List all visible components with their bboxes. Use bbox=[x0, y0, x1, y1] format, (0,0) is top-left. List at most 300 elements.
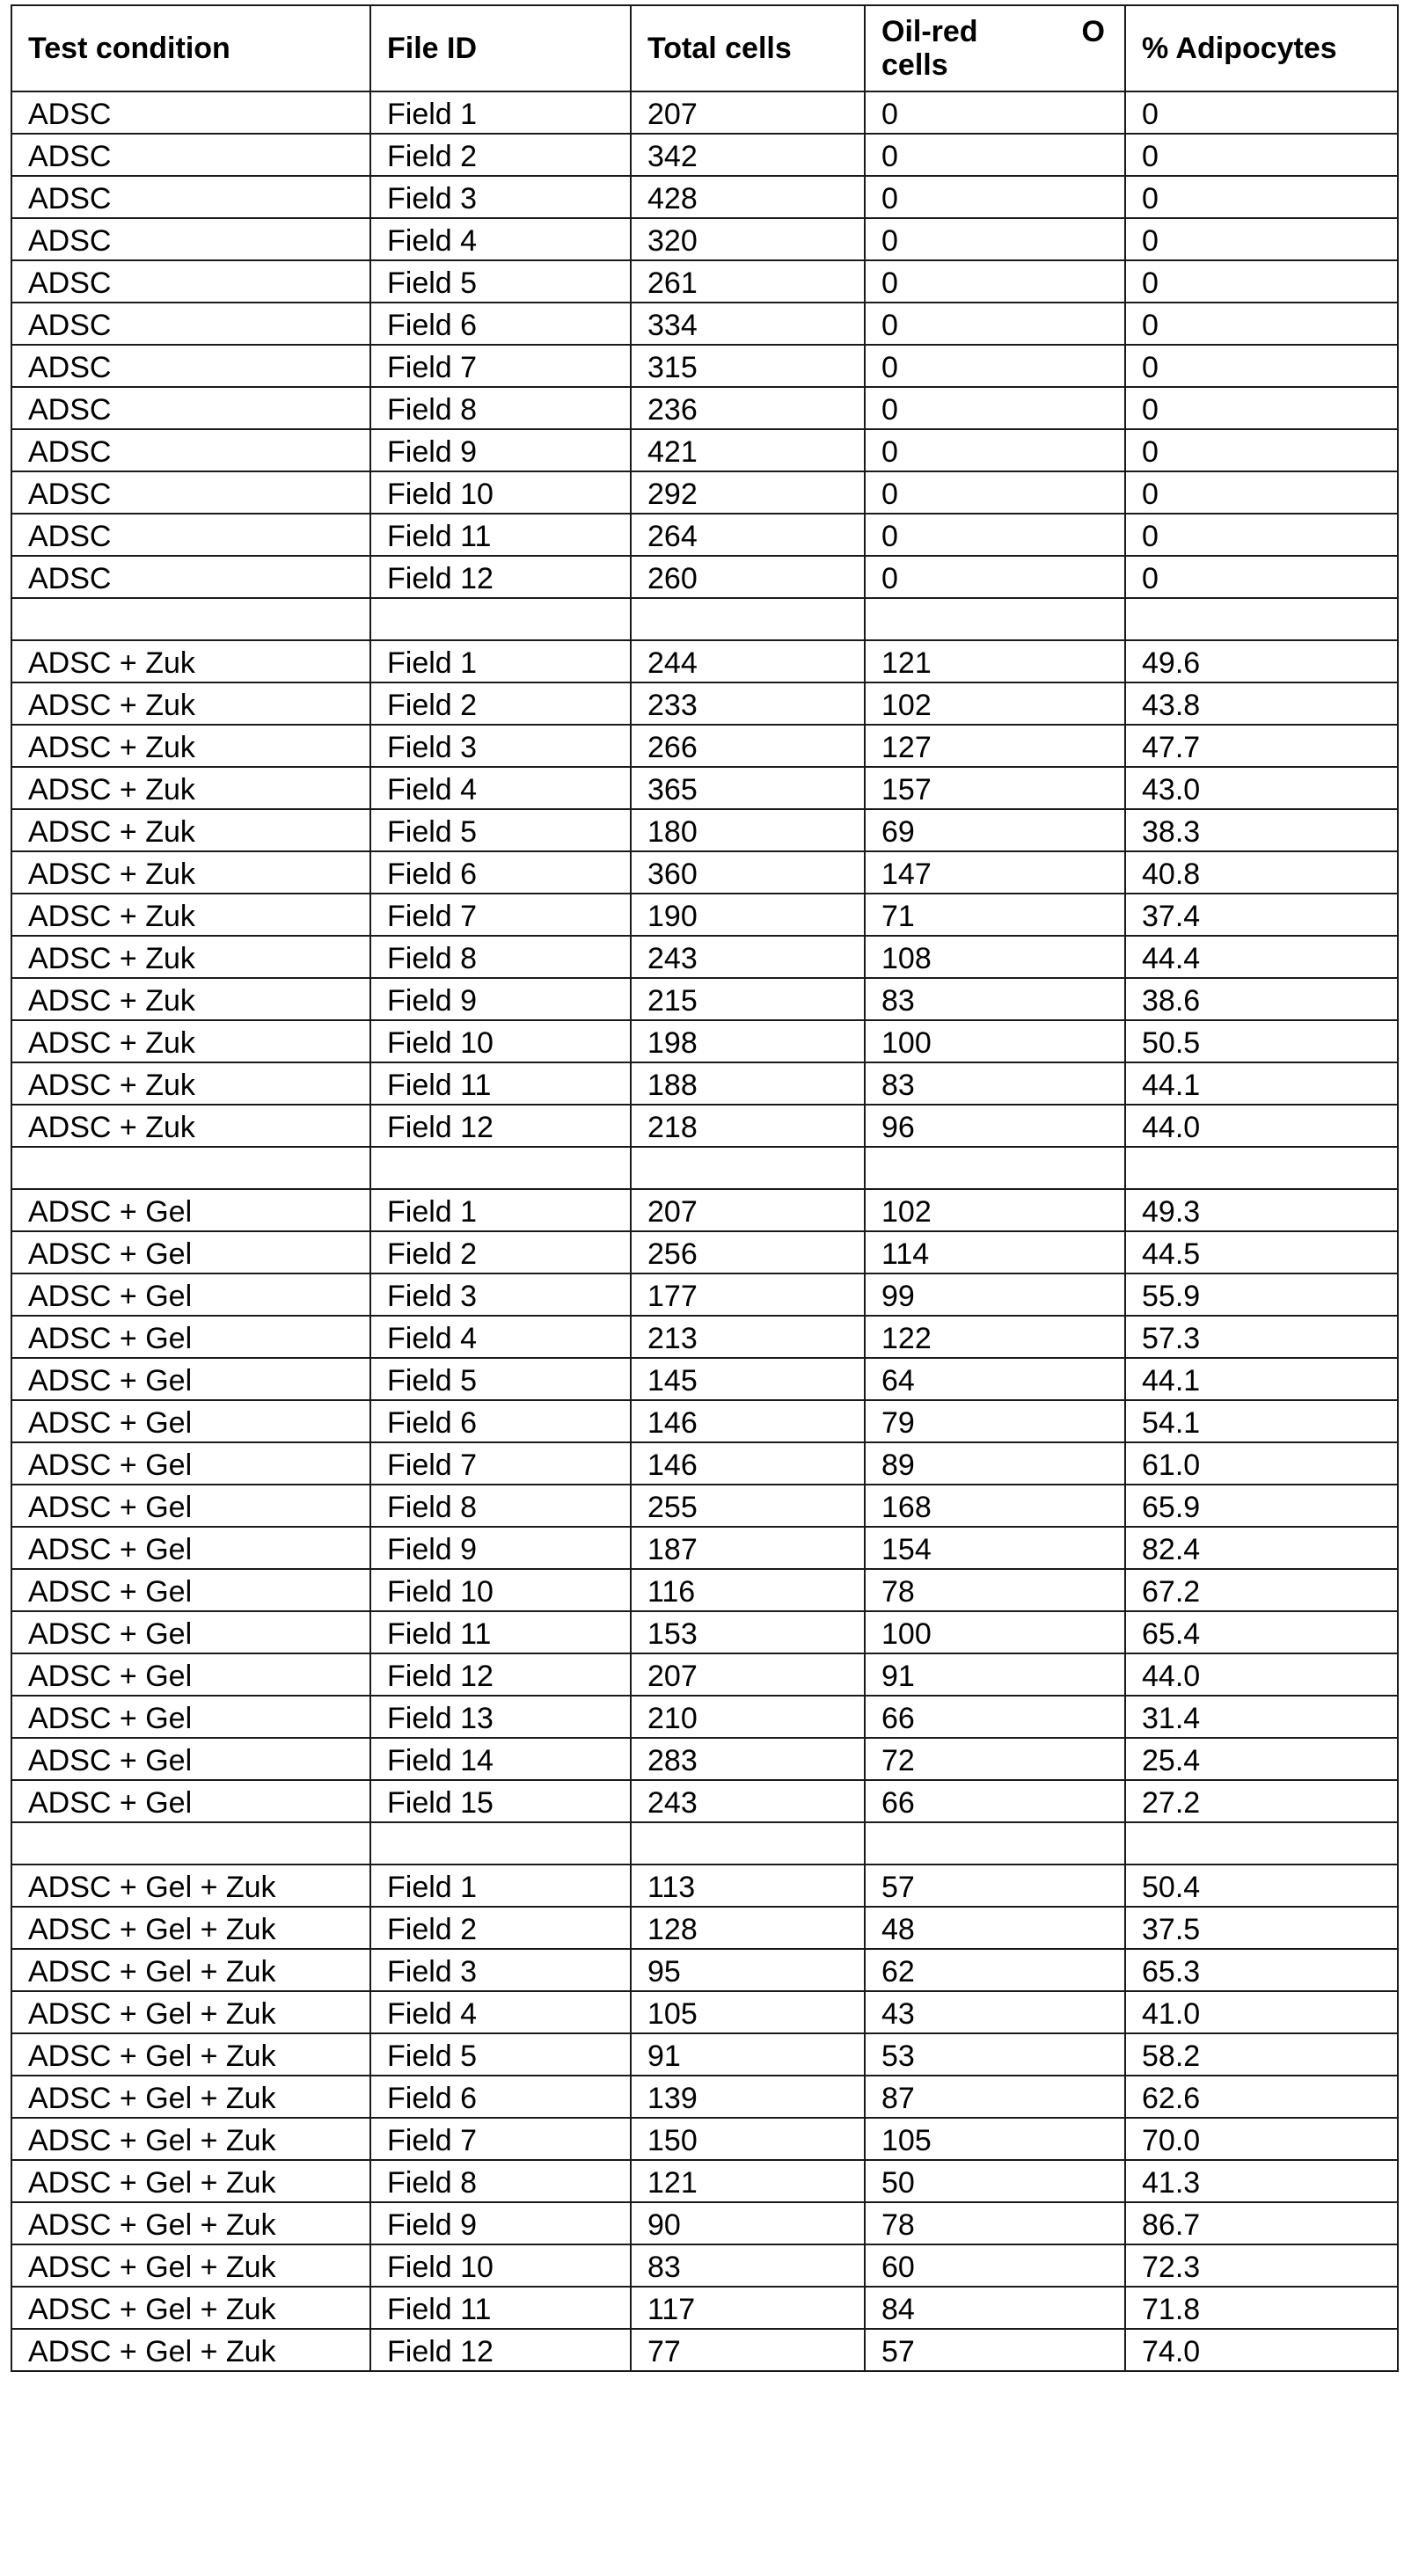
cell-file-id: Field 3 bbox=[370, 725, 631, 767]
cell-total-cells: 207 bbox=[631, 91, 865, 134]
cell-test-condition: ADSC + Gel bbox=[11, 1696, 370, 1738]
cell-oil-red-o-cells: 121 bbox=[865, 640, 1125, 682]
cell-test-condition: ADSC + Gel + Zuk bbox=[11, 2244, 370, 2287]
cell-total-cells: 188 bbox=[631, 1062, 865, 1105]
cell-test-condition: ADSC bbox=[11, 134, 370, 176]
cell-total-cells: 260 bbox=[631, 556, 865, 598]
cell-total-cells: 207 bbox=[631, 1653, 865, 1696]
table-row bbox=[11, 1653, 1398, 1696]
cell-test-condition: ADSC + Gel + Zuk bbox=[11, 2076, 370, 2118]
cell-percent-adipocytes: 0 bbox=[1125, 91, 1398, 134]
cell-oil-red-o-cells: 96 bbox=[865, 1105, 1125, 1147]
cell-file-id: Field 14 bbox=[370, 1738, 631, 1780]
cell-oil-red-o-cells: 48 bbox=[865, 1907, 1125, 1949]
cell-percent-adipocytes: 25.4 bbox=[1125, 1738, 1398, 1780]
cell-file-id: Field 3 bbox=[370, 1273, 631, 1316]
cell-oil-red-o-cells: 71 bbox=[865, 894, 1125, 936]
cell-file-id bbox=[370, 1147, 631, 1189]
cell-test-condition: ADSC + Gel + Zuk bbox=[11, 1907, 370, 1949]
cell-percent-adipocytes: 43.0 bbox=[1125, 767, 1398, 809]
cell-total-cells: 421 bbox=[631, 429, 865, 471]
cell-file-id: Field 6 bbox=[370, 1400, 631, 1442]
cell-oil-red-o-cells: 108 bbox=[865, 936, 1125, 978]
cell-file-id: Field 5 bbox=[370, 260, 631, 303]
cell-test-condition: ADSC + Gel + Zuk bbox=[11, 1991, 370, 2033]
cell-oil-red-o-cells: 0 bbox=[865, 176, 1125, 218]
table-row bbox=[11, 176, 1398, 218]
cell-total-cells: 215 bbox=[631, 978, 865, 1020]
cell-percent-adipocytes: 38.3 bbox=[1125, 809, 1398, 851]
cell-oil-red-o-cells: 53 bbox=[865, 2033, 1125, 2076]
cell-test-condition: ADSC + Zuk bbox=[11, 809, 370, 851]
table-row bbox=[11, 2076, 1398, 2118]
cell-test-condition: ADSC bbox=[11, 260, 370, 303]
table-row bbox=[11, 936, 1398, 978]
cell-total-cells: 113 bbox=[631, 1864, 865, 1907]
cell-file-id: Field 4 bbox=[370, 1316, 631, 1358]
cell-total-cells: 261 bbox=[631, 260, 865, 303]
table-row bbox=[11, 682, 1398, 725]
cell-test-condition: ADSC + Gel bbox=[11, 1231, 370, 1273]
cell-test-condition: ADSC + Gel bbox=[11, 1527, 370, 1569]
cell-oil-red-o-cells bbox=[865, 1822, 1125, 1864]
table-row bbox=[11, 1189, 1398, 1231]
cell-oil-red-o-cells: 78 bbox=[865, 2202, 1125, 2244]
table-row bbox=[11, 1738, 1398, 1780]
cell-file-id: Field 4 bbox=[370, 767, 631, 809]
table-row bbox=[11, 2329, 1398, 2371]
cell-test-condition: ADSC + Zuk bbox=[11, 936, 370, 978]
cell-percent-adipocytes: 44.1 bbox=[1125, 1062, 1398, 1105]
cell-percent-adipocytes: 31.4 bbox=[1125, 1696, 1398, 1738]
cell-test-condition: ADSC bbox=[11, 514, 370, 556]
table-row bbox=[11, 767, 1398, 809]
cell-file-id: Field 10 bbox=[370, 1020, 631, 1062]
table-row bbox=[11, 1780, 1398, 1822]
cell-file-id: Field 10 bbox=[370, 2244, 631, 2287]
cell-percent-adipocytes: 0 bbox=[1125, 218, 1398, 260]
cell-test-condition: ADSC bbox=[11, 471, 370, 514]
cell-percent-adipocytes: 55.9 bbox=[1125, 1273, 1398, 1316]
cell-oil-red-o-cells: 154 bbox=[865, 1527, 1125, 1569]
cell-test-condition: ADSC + Gel bbox=[11, 1358, 370, 1400]
cell-file-id: Field 12 bbox=[370, 1105, 631, 1147]
table-row bbox=[11, 2033, 1398, 2076]
cell-total-cells: 128 bbox=[631, 1907, 865, 1949]
table-row bbox=[11, 218, 1398, 260]
cell-file-id: Field 6 bbox=[370, 303, 631, 345]
cell-total-cells: 90 bbox=[631, 2202, 865, 2244]
table-row bbox=[11, 809, 1398, 851]
cell-percent-adipocytes: 50.5 bbox=[1125, 1020, 1398, 1062]
cell-file-id: Field 10 bbox=[370, 471, 631, 514]
cell-percent-adipocytes: 0 bbox=[1125, 345, 1398, 387]
cell-file-id: Field 12 bbox=[370, 2329, 631, 2371]
cell-test-condition: ADSC bbox=[11, 387, 370, 429]
cell-total-cells: 365 bbox=[631, 767, 865, 809]
cell-percent-adipocytes: 49.3 bbox=[1125, 1189, 1398, 1231]
cell-oil-red-o-cells: 78 bbox=[865, 1569, 1125, 1611]
cell-oil-red-o-cells: 72 bbox=[865, 1738, 1125, 1780]
cell-total-cells: 233 bbox=[631, 682, 865, 725]
header-total-cells: Total cells bbox=[631, 5, 865, 91]
cell-percent-adipocytes: 44.0 bbox=[1125, 1105, 1398, 1147]
cell-test-condition bbox=[11, 1147, 370, 1189]
cell-total-cells: 150 bbox=[631, 2118, 865, 2160]
cell-percent-adipocytes: 65.3 bbox=[1125, 1949, 1398, 1991]
cell-oil-red-o-cells: 0 bbox=[865, 91, 1125, 134]
table-row bbox=[11, 2118, 1398, 2160]
table-row bbox=[11, 1991, 1398, 2033]
cell-percent-adipocytes: 82.4 bbox=[1125, 1527, 1398, 1569]
table-row bbox=[11, 2244, 1398, 2287]
cell-percent-adipocytes: 0 bbox=[1125, 260, 1398, 303]
cell-percent-adipocytes: 67.2 bbox=[1125, 1569, 1398, 1611]
cell-total-cells: 283 bbox=[631, 1738, 865, 1780]
cell-total-cells: 83 bbox=[631, 2244, 865, 2287]
cell-file-id: Field 10 bbox=[370, 1569, 631, 1611]
cell-test-condition: ADSC + Gel + Zuk bbox=[11, 2160, 370, 2202]
cell-test-condition: ADSC bbox=[11, 303, 370, 345]
cell-oil-red-o-cells: 0 bbox=[865, 345, 1125, 387]
cell-file-id: Field 5 bbox=[370, 809, 631, 851]
cell-file-id: Field 8 bbox=[370, 387, 631, 429]
cell-file-id: Field 11 bbox=[370, 2287, 631, 2329]
cell-oil-red-o-cells: 0 bbox=[865, 429, 1125, 471]
cell-total-cells: 210 bbox=[631, 1696, 865, 1738]
cell-percent-adipocytes: 0 bbox=[1125, 471, 1398, 514]
table-spacer-row bbox=[11, 1147, 1398, 1189]
table-row bbox=[11, 2287, 1398, 2329]
cell-total-cells: 255 bbox=[631, 1485, 865, 1527]
cell-oil-red-o-cells: 168 bbox=[865, 1485, 1125, 1527]
cell-file-id: Field 2 bbox=[370, 1907, 631, 1949]
cell-file-id: Field 8 bbox=[370, 1485, 631, 1527]
cell-file-id: Field 7 bbox=[370, 2118, 631, 2160]
cell-percent-adipocytes: 61.0 bbox=[1125, 1442, 1398, 1485]
cell-test-condition: ADSC + Gel + Zuk bbox=[11, 2329, 370, 2371]
table-row bbox=[11, 387, 1398, 429]
table-row bbox=[11, 1273, 1398, 1316]
table-row bbox=[11, 640, 1398, 682]
cell-test-condition bbox=[11, 598, 370, 640]
cell-total-cells: 187 bbox=[631, 1527, 865, 1569]
cell-total-cells bbox=[631, 1822, 865, 1864]
cell-oil-red-o-cells: 69 bbox=[865, 809, 1125, 851]
cell-total-cells: 360 bbox=[631, 851, 865, 894]
cell-total-cells: 146 bbox=[631, 1442, 865, 1485]
header-percent-adipocytes: % Adipocytes bbox=[1125, 5, 1398, 91]
cell-test-condition: ADSC + Zuk bbox=[11, 978, 370, 1020]
cell-file-id: Field 1 bbox=[370, 1864, 631, 1907]
cell-total-cells: 264 bbox=[631, 514, 865, 556]
cell-total-cells: 315 bbox=[631, 345, 865, 387]
cell-file-id: Field 12 bbox=[370, 1653, 631, 1696]
cell-percent-adipocytes: 49.6 bbox=[1125, 640, 1398, 682]
cell-percent-adipocytes: 65.4 bbox=[1125, 1611, 1398, 1653]
cell-oil-red-o-cells: 0 bbox=[865, 218, 1125, 260]
cell-percent-adipocytes: 72.3 bbox=[1125, 2244, 1398, 2287]
cell-test-condition: ADSC bbox=[11, 176, 370, 218]
cell-file-id: Field 6 bbox=[370, 2076, 631, 2118]
cell-percent-adipocytes: 0 bbox=[1125, 429, 1398, 471]
table-row bbox=[11, 2160, 1398, 2202]
cell-file-id: Field 12 bbox=[370, 556, 631, 598]
cell-test-condition: ADSC + Gel bbox=[11, 1273, 370, 1316]
cell-oil-red-o-cells: 89 bbox=[865, 1442, 1125, 1485]
cell-total-cells: 145 bbox=[631, 1358, 865, 1400]
table-row bbox=[11, 1316, 1398, 1358]
cell-total-cells: 77 bbox=[631, 2329, 865, 2371]
cell-file-id: Field 4 bbox=[370, 1991, 631, 2033]
cell-percent-adipocytes: 0 bbox=[1125, 514, 1398, 556]
table-row bbox=[11, 1569, 1398, 1611]
cell-oil-red-o-cells: 0 bbox=[865, 514, 1125, 556]
table-row bbox=[11, 1696, 1398, 1738]
cell-oil-red-o-cells: 127 bbox=[865, 725, 1125, 767]
cell-oil-red-o-cells: 102 bbox=[865, 1189, 1125, 1231]
cell-test-condition: ADSC + Gel bbox=[11, 1189, 370, 1231]
header-test-condition: Test condition bbox=[11, 5, 370, 91]
cell-percent-adipocytes: 0 bbox=[1125, 134, 1398, 176]
table-row bbox=[11, 894, 1398, 936]
cell-oil-red-o-cells: 0 bbox=[865, 556, 1125, 598]
table-row bbox=[11, 1062, 1398, 1105]
table-row bbox=[11, 1400, 1398, 1442]
cell-oil-red-o-cells: 66 bbox=[865, 1696, 1125, 1738]
cell-percent-adipocytes: 50.4 bbox=[1125, 1864, 1398, 1907]
cell-percent-adipocytes: 62.6 bbox=[1125, 2076, 1398, 2118]
cell-test-condition: ADSC + Gel bbox=[11, 1569, 370, 1611]
cell-total-cells: 190 bbox=[631, 894, 865, 936]
cell-file-id: Field 11 bbox=[370, 514, 631, 556]
cell-total-cells: 139 bbox=[631, 2076, 865, 2118]
cell-percent-adipocytes: 65.9 bbox=[1125, 1485, 1398, 1527]
cell-percent-adipocytes: 40.8 bbox=[1125, 851, 1398, 894]
cell-oil-red-o-cells bbox=[865, 1147, 1125, 1189]
cell-oil-red-o-cells: 0 bbox=[865, 303, 1125, 345]
cell-test-condition: ADSC + Gel + Zuk bbox=[11, 2287, 370, 2329]
cell-oil-red-o-cells: 66 bbox=[865, 1780, 1125, 1822]
cell-test-condition bbox=[11, 1822, 370, 1864]
cell-file-id: Field 9 bbox=[370, 429, 631, 471]
cell-test-condition: ADSC + Zuk bbox=[11, 1020, 370, 1062]
cell-file-id: Field 11 bbox=[370, 1611, 631, 1653]
table-row bbox=[11, 1485, 1398, 1527]
cell-file-id: Field 8 bbox=[370, 936, 631, 978]
cell-total-cells: 243 bbox=[631, 936, 865, 978]
cell-percent-adipocytes: 44.4 bbox=[1125, 936, 1398, 978]
header-row bbox=[11, 5, 1398, 91]
cell-total-cells: 117 bbox=[631, 2287, 865, 2329]
table-body bbox=[11, 91, 1398, 2371]
cell-percent-adipocytes: 41.0 bbox=[1125, 1991, 1398, 2033]
cell-percent-adipocytes: 27.2 bbox=[1125, 1780, 1398, 1822]
table-spacer-row bbox=[11, 598, 1398, 640]
cell-file-id: Field 4 bbox=[370, 218, 631, 260]
cell-total-cells: 116 bbox=[631, 1569, 865, 1611]
cell-oil-red-o-cells: 0 bbox=[865, 471, 1125, 514]
cell-percent-adipocytes: 71.8 bbox=[1125, 2287, 1398, 2329]
table-row bbox=[11, 91, 1398, 134]
cell-percent-adipocytes: 44.0 bbox=[1125, 1653, 1398, 1696]
cell-total-cells bbox=[631, 598, 865, 640]
cell-test-condition: ADSC + Gel bbox=[11, 1780, 370, 1822]
cell-oil-red-o-cells bbox=[865, 598, 1125, 640]
cell-test-condition: ADSC bbox=[11, 345, 370, 387]
cell-total-cells: 105 bbox=[631, 1991, 865, 2033]
cell-oil-red-o-cells: 79 bbox=[865, 1400, 1125, 1442]
cell-oil-red-o-cells: 157 bbox=[865, 767, 1125, 809]
cell-test-condition: ADSC + Gel bbox=[11, 1316, 370, 1358]
cell-file-id: Field 1 bbox=[370, 91, 631, 134]
cell-file-id: Field 2 bbox=[370, 1231, 631, 1273]
cell-test-condition: ADSC + Zuk bbox=[11, 640, 370, 682]
cell-total-cells: 236 bbox=[631, 387, 865, 429]
cell-file-id: Field 3 bbox=[370, 1949, 631, 1991]
cell-file-id: Field 1 bbox=[370, 640, 631, 682]
cell-total-cells: 266 bbox=[631, 725, 865, 767]
cell-total-cells bbox=[631, 1147, 865, 1189]
cell-total-cells: 95 bbox=[631, 1949, 865, 1991]
cell-test-condition: ADSC + Zuk bbox=[11, 1105, 370, 1147]
cell-test-condition: ADSC + Gel + Zuk bbox=[11, 1864, 370, 1907]
cell-oil-red-o-cells: 102 bbox=[865, 682, 1125, 725]
cell-percent-adipocytes bbox=[1125, 1822, 1398, 1864]
cell-file-id: Field 9 bbox=[370, 1527, 631, 1569]
cell-oil-red-o-cells: 100 bbox=[865, 1020, 1125, 1062]
cell-total-cells: 218 bbox=[631, 1105, 865, 1147]
cell-test-condition: ADSC + Zuk bbox=[11, 725, 370, 767]
cell-total-cells: 320 bbox=[631, 218, 865, 260]
cell-file-id: Field 15 bbox=[370, 1780, 631, 1822]
cell-test-condition: ADSC + Zuk bbox=[11, 1062, 370, 1105]
cell-oil-red-o-cells: 60 bbox=[865, 2244, 1125, 2287]
table-row bbox=[11, 345, 1398, 387]
cell-test-condition: ADSC + Gel bbox=[11, 1442, 370, 1485]
cell-oil-red-o-cells: 50 bbox=[865, 2160, 1125, 2202]
cell-oil-red-o-cells: 114 bbox=[865, 1231, 1125, 1273]
table-row bbox=[11, 851, 1398, 894]
cell-total-cells: 244 bbox=[631, 640, 865, 682]
cell-oil-red-o-cells: 83 bbox=[865, 1062, 1125, 1105]
cell-test-condition: ADSC + Gel + Zuk bbox=[11, 2118, 370, 2160]
cell-file-id: Field 5 bbox=[370, 1358, 631, 1400]
cell-percent-adipocytes: 0 bbox=[1125, 556, 1398, 598]
cell-test-condition: ADSC + Gel + Zuk bbox=[11, 2033, 370, 2076]
table-row bbox=[11, 978, 1398, 1020]
cell-file-id: Field 6 bbox=[370, 851, 631, 894]
cell-oil-red-o-cells: 87 bbox=[865, 2076, 1125, 2118]
table-row bbox=[11, 2202, 1398, 2244]
cell-file-id: Field 9 bbox=[370, 978, 631, 1020]
cell-total-cells: 91 bbox=[631, 2033, 865, 2076]
cell-oil-red-o-cells: 43 bbox=[865, 1991, 1125, 2033]
cell-percent-adipocytes: 86.7 bbox=[1125, 2202, 1398, 2244]
cell-file-id bbox=[370, 1822, 631, 1864]
table-row bbox=[11, 1358, 1398, 1400]
cell-test-condition: ADSC bbox=[11, 91, 370, 134]
cell-file-id: Field 9 bbox=[370, 2202, 631, 2244]
cell-oil-red-o-cells: 83 bbox=[865, 978, 1125, 1020]
cell-file-id: Field 2 bbox=[370, 682, 631, 725]
cell-oil-red-o-cells: 57 bbox=[865, 2329, 1125, 2371]
cell-total-cells: 198 bbox=[631, 1020, 865, 1062]
cell-total-cells: 243 bbox=[631, 1780, 865, 1822]
cell-test-condition: ADSC + Gel + Zuk bbox=[11, 1949, 370, 1991]
cell-percent-adipocytes: 0 bbox=[1125, 303, 1398, 345]
cell-file-id bbox=[370, 598, 631, 640]
cell-percent-adipocytes bbox=[1125, 1147, 1398, 1189]
cell-total-cells: 256 bbox=[631, 1231, 865, 1273]
cell-test-condition: ADSC + Zuk bbox=[11, 767, 370, 809]
cell-file-id: Field 5 bbox=[370, 2033, 631, 2076]
cell-oil-red-o-cells: 147 bbox=[865, 851, 1125, 894]
cell-total-cells: 334 bbox=[631, 303, 865, 345]
table-row bbox=[11, 1611, 1398, 1653]
table-row bbox=[11, 134, 1398, 176]
table-row bbox=[11, 1864, 1398, 1907]
cell-percent-adipocytes: 54.1 bbox=[1125, 1400, 1398, 1442]
table-row bbox=[11, 429, 1398, 471]
cell-percent-adipocytes: 0 bbox=[1125, 387, 1398, 429]
cell-file-id: Field 11 bbox=[370, 1062, 631, 1105]
cell-test-condition: ADSC bbox=[11, 556, 370, 598]
cell-percent-adipocytes: 74.0 bbox=[1125, 2329, 1398, 2371]
table-row bbox=[11, 1105, 1398, 1147]
table-row bbox=[11, 1527, 1398, 1569]
cell-test-condition: ADSC + Gel bbox=[11, 1653, 370, 1696]
header-o-word: O bbox=[1081, 15, 1105, 48]
cell-percent-adipocytes: 58.2 bbox=[1125, 2033, 1398, 2076]
cell-file-id: Field 13 bbox=[370, 1696, 631, 1738]
header-oil-red-word: Oil-red bbox=[881, 15, 978, 48]
cell-oil-red-o-cells: 105 bbox=[865, 2118, 1125, 2160]
table-row bbox=[11, 1020, 1398, 1062]
table-row bbox=[11, 556, 1398, 598]
cell-percent-adipocytes: 47.7 bbox=[1125, 725, 1398, 767]
table-spacer-row bbox=[11, 1822, 1398, 1864]
header-oil-red-line1 bbox=[881, 15, 1105, 48]
cell-test-condition: ADSC bbox=[11, 218, 370, 260]
cell-oil-red-o-cells: 91 bbox=[865, 1653, 1125, 1696]
cell-test-condition: ADSC + Gel bbox=[11, 1738, 370, 1780]
cell-test-condition: ADSC + Zuk bbox=[11, 851, 370, 894]
cell-total-cells: 177 bbox=[631, 1273, 865, 1316]
table-row bbox=[11, 471, 1398, 514]
cell-oil-red-o-cells: 64 bbox=[865, 1358, 1125, 1400]
table-header bbox=[11, 5, 1398, 91]
cell-percent-adipocytes: 0 bbox=[1125, 176, 1398, 218]
cell-total-cells: 146 bbox=[631, 1400, 865, 1442]
cell-test-condition: ADSC + Gel bbox=[11, 1485, 370, 1527]
cell-test-condition: ADSC + Zuk bbox=[11, 894, 370, 936]
cell-oil-red-o-cells: 62 bbox=[865, 1949, 1125, 1991]
cell-total-cells: 342 bbox=[631, 134, 865, 176]
cell-oil-red-o-cells: 0 bbox=[865, 134, 1125, 176]
cell-test-condition: ADSC + Gel bbox=[11, 1611, 370, 1653]
table-row bbox=[11, 260, 1398, 303]
cell-test-condition: ADSC + Gel bbox=[11, 1400, 370, 1442]
cell-oil-red-o-cells: 0 bbox=[865, 260, 1125, 303]
cell-total-cells: 121 bbox=[631, 2160, 865, 2202]
table-row bbox=[11, 725, 1398, 767]
cell-test-condition: ADSC + Gel + Zuk bbox=[11, 2202, 370, 2244]
cell-oil-red-o-cells: 57 bbox=[865, 1864, 1125, 1907]
cell-file-id: Field 7 bbox=[370, 345, 631, 387]
header-oil-red-o-cells bbox=[865, 5, 1125, 91]
cell-percent-adipocytes bbox=[1125, 598, 1398, 640]
